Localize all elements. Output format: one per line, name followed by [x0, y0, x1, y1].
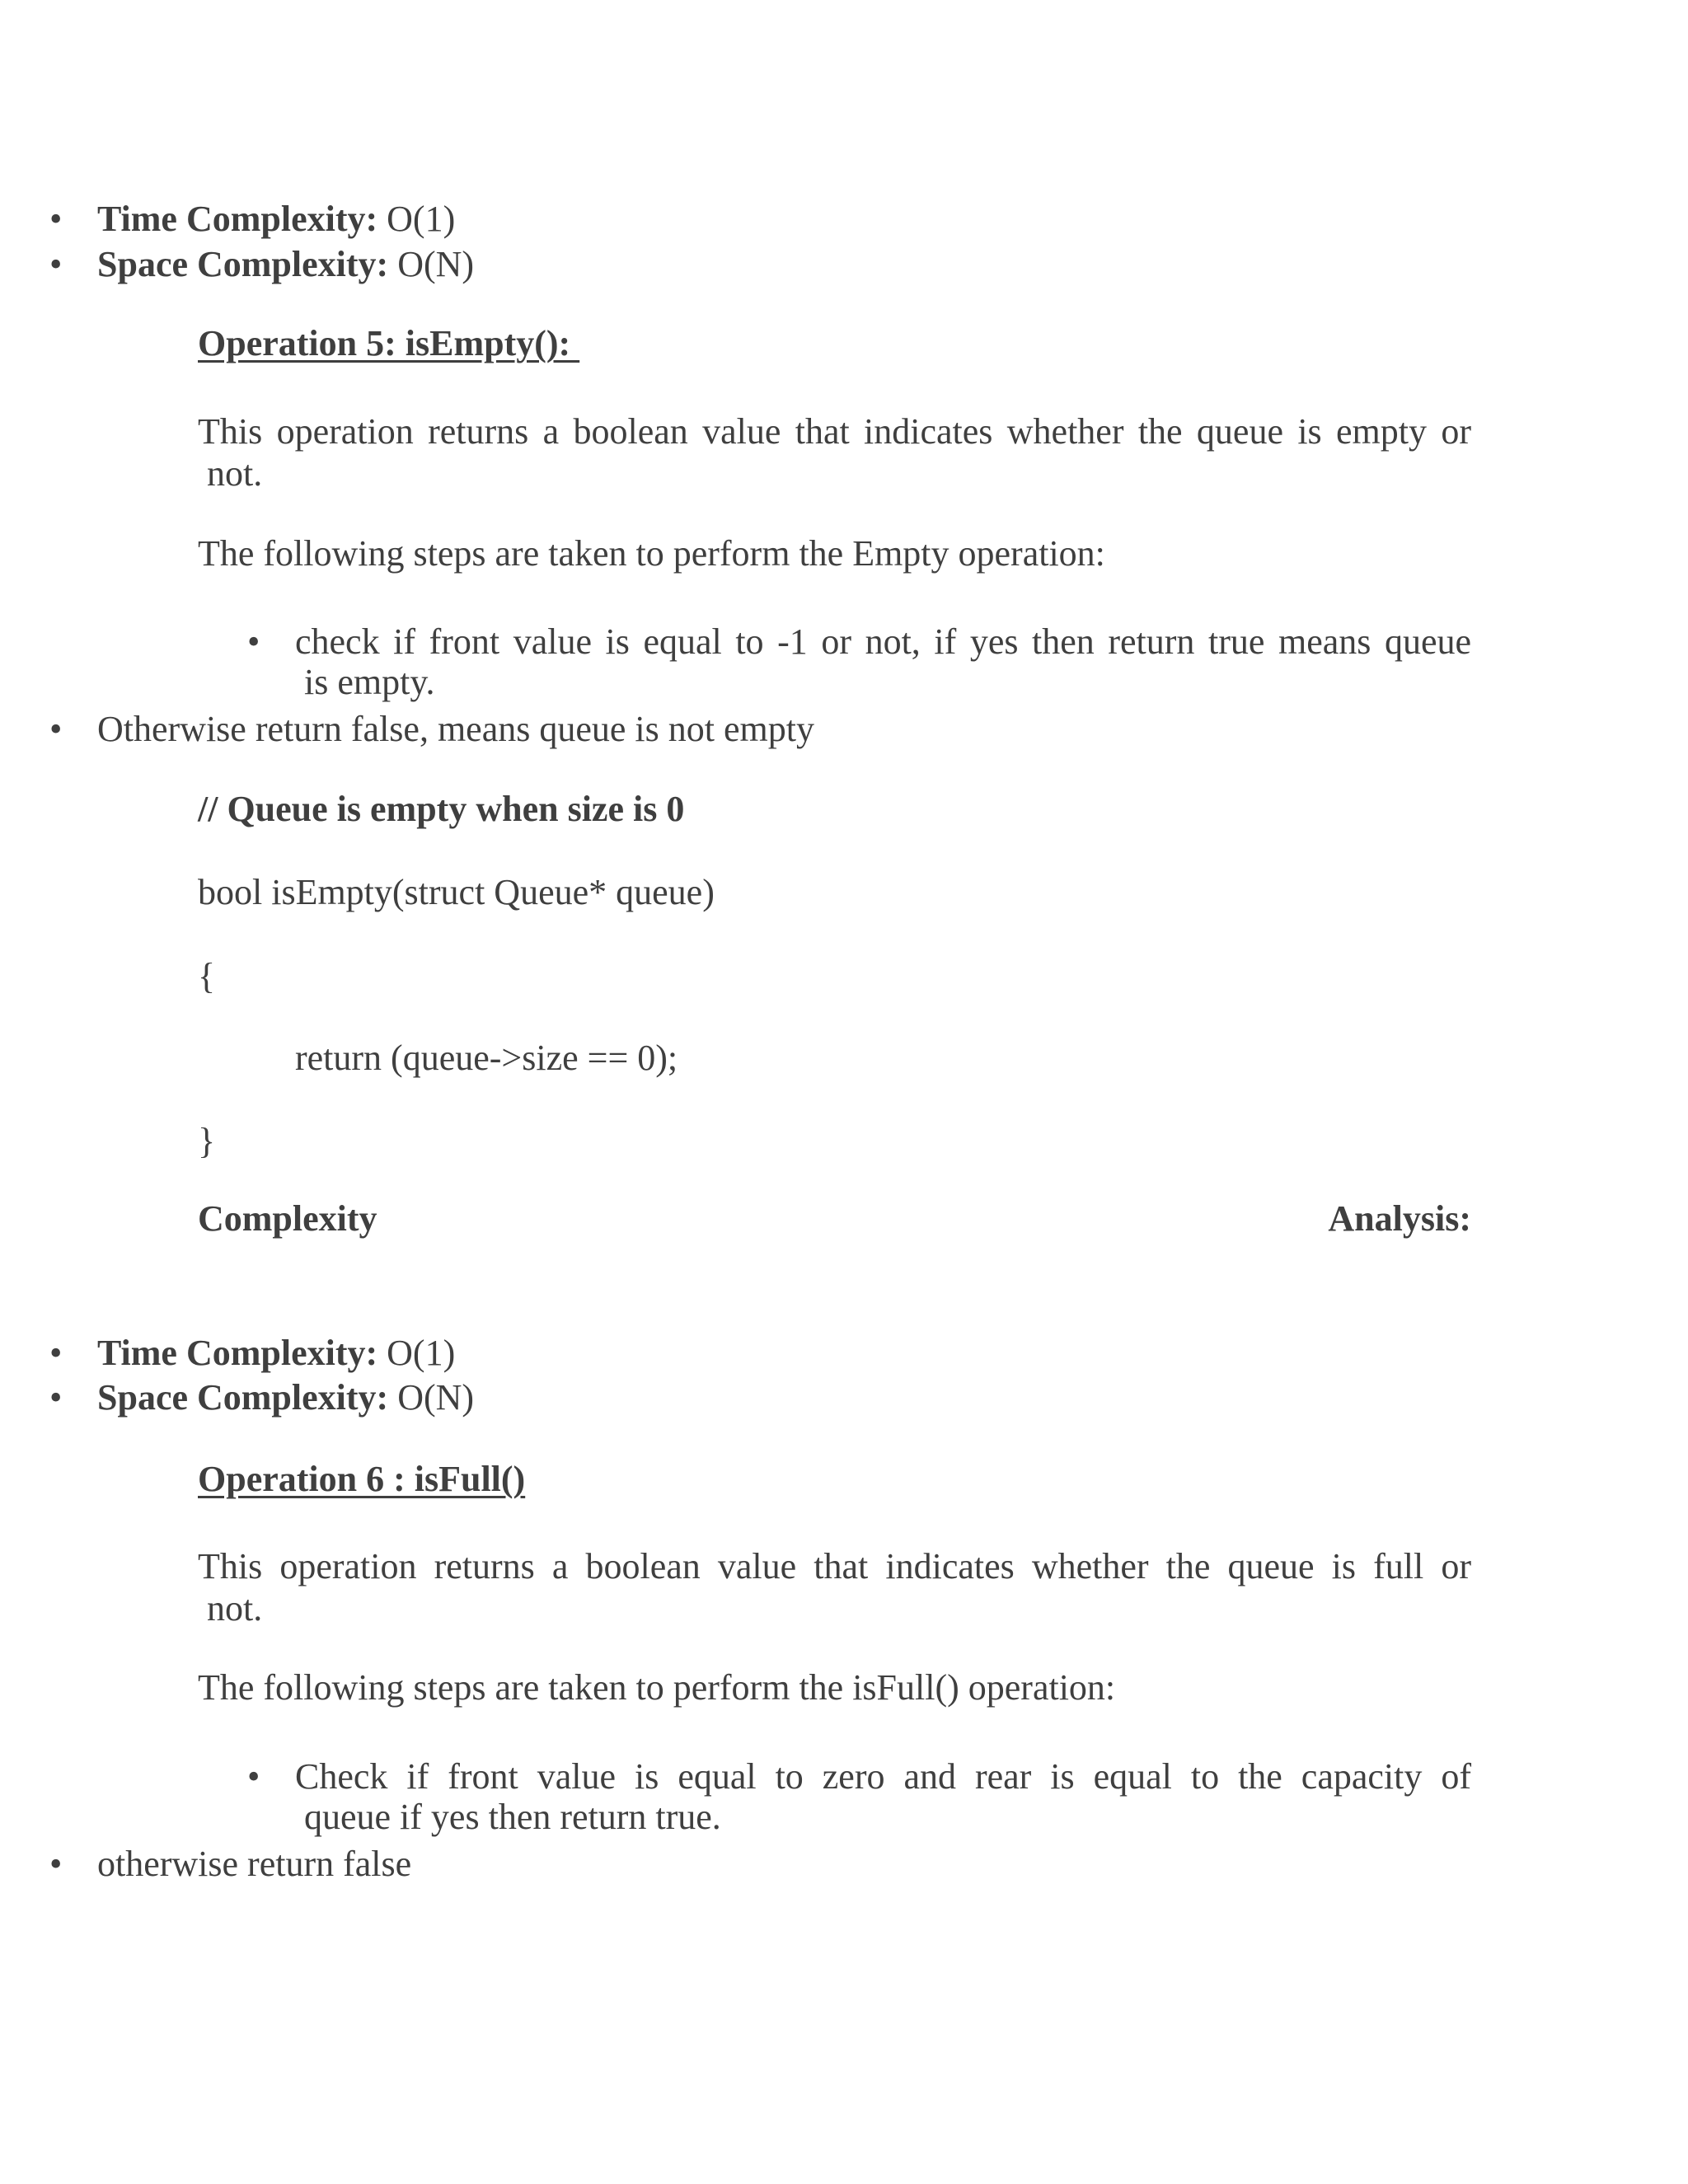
list-item [0, 1332, 1273, 1375]
bullet-label: Time Complexity: [97, 199, 378, 239]
section-heading: Operation 6 : isFull() [198, 1459, 526, 1499]
list-item-text: queue if yes then return true. [295, 1797, 721, 1837]
list-item-text: otherwise return false [97, 1844, 412, 1884]
list-item [198, 1755, 1471, 1846]
bullet-glyph: • [247, 1756, 260, 1797]
code-line: return (queue->size == 0); [295, 1038, 678, 1078]
bullet-label: Space Complexity: [97, 1377, 389, 1418]
list-item-text: check if front value is equal to -1 or not, if yes then return true means queue [295, 621, 1471, 662]
paragraph-line: not. [198, 1588, 263, 1629]
code-comment: // Queue is empty when size is 0 [198, 789, 685, 829]
paragraph-line: This operation returns a boolean value that indicates whether the queue is full or [198, 1546, 1471, 1586]
complexity-label: Complexity [198, 1198, 377, 1239]
paragraph-line: not. [198, 453, 263, 494]
bullet-label: Time Complexity: [97, 1333, 378, 1373]
code-line: { [198, 956, 216, 996]
bullet-glyph: • [247, 621, 260, 662]
bullet-label: Space Complexity: [97, 244, 389, 284]
list-item-text: Check if front value is equal to zero and rear is equal to the capacity of [295, 1756, 1471, 1797]
list-item [198, 621, 1471, 711]
paragraph-line: This operation returns a boolean value that indicates whether the queue is empty or [198, 411, 1471, 452]
bullet-glyph: • [49, 244, 63, 284]
analysis-label: Analysis: [1328, 1198, 1471, 1239]
code-line: bool isEmpty(struct Queue* queue) [198, 872, 715, 912]
bullet-value: O(1) [377, 1333, 456, 1373]
complexity-heading [198, 1198, 1471, 1244]
list-item-text: Otherwise return false, means queue is not empty [97, 709, 814, 749]
list-item [0, 708, 1273, 751]
paragraph [198, 1545, 1471, 1636]
paragraph: The following steps are taken to perform the isFull() operation: [198, 1667, 1116, 1708]
list-item [0, 1843, 1273, 1886]
code-line: } [198, 1121, 216, 1161]
bullet-value: O(N) [388, 244, 475, 284]
bullet-glyph: • [49, 1844, 63, 1884]
list-item [0, 198, 1273, 241]
bullet-glyph: • [49, 1377, 63, 1418]
list-item-text: is empty. [295, 662, 435, 702]
bullet-glyph: • [49, 199, 63, 239]
bullet-value: O(N) [388, 1377, 475, 1418]
list-item [0, 1376, 1273, 1419]
bullet-glyph: • [49, 1333, 63, 1373]
bullet-value: O(1) [377, 199, 456, 239]
paragraph: The following steps are taken to perform the Empty operation: [198, 533, 1105, 574]
bullet-glyph: • [49, 709, 63, 749]
paragraph [198, 410, 1471, 501]
section-heading: Operation 5: isEmpty(): [198, 323, 580, 363]
list-item [0, 243, 1273, 286]
